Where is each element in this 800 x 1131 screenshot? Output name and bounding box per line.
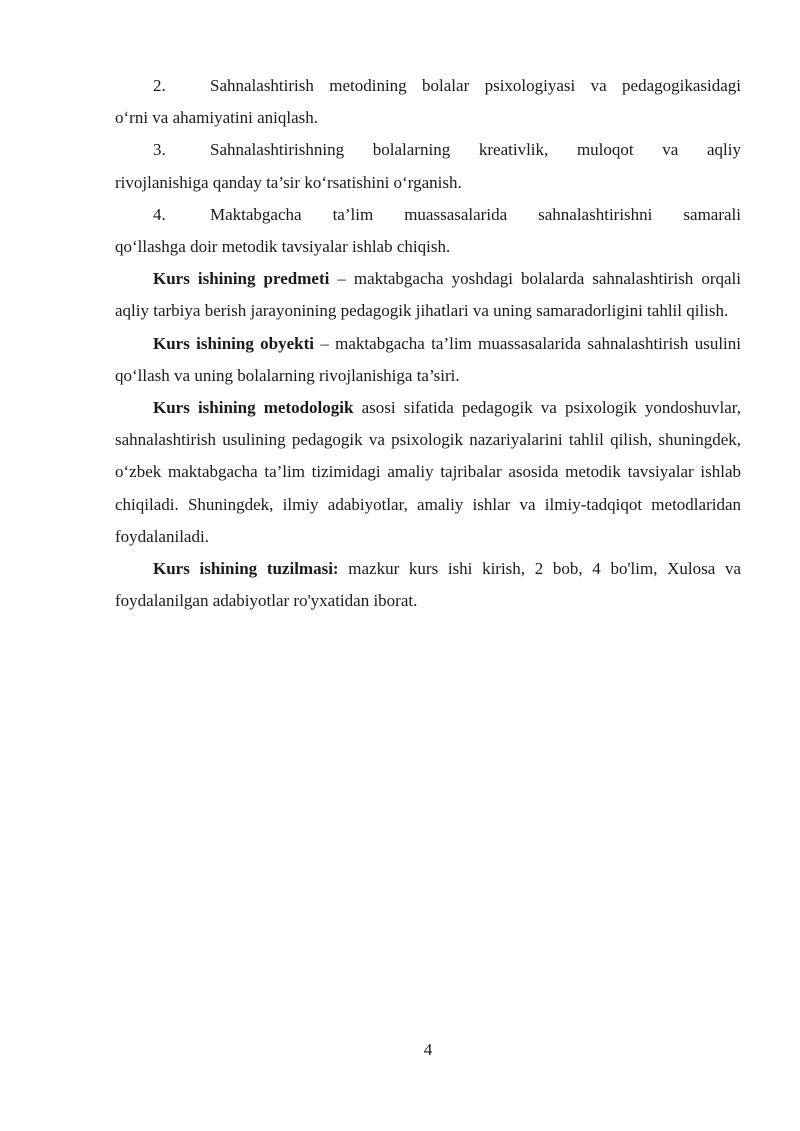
list-item-text: Sahnalashtirishning bolalarning kreativlik, muloqot va aqliy [210,140,741,160]
paragraph-text: asosi sifatida pedagogik va psixologik yondoshuvlar, sahnalashtirish usulining pedagogik va psixologik nazariyalarini tahlil qilish, shuningdek, o‘zbek maktabgacha ta’lim tizimidagi amaliy tajribalar asosida metodik tavsiyalar ishlab chiqiladi. Shuningdek, ilmiy adabiyotlar, amaliy ishlar va ilmiy-tadqiqot metodlaridan foydalaniladi. [115,398,742,546]
list-item-first-line [115,70,741,102]
paragraph-subject [115,263,741,327]
list-item-continuation: rivojlanishiga qanday ta’sir ko‘rsatishini o‘rganish. [115,172,462,192]
list-item-first-line [115,134,741,166]
list-item-number: 2. [153,76,166,95]
list-item-continuation: o‘rni va ahamiyatini aniqlash. [115,108,318,128]
paragraph-text: – maktabgacha ta’lim muassasalarida sahnalashtirish usulini qo‘llash va uning bolalarning rivojlanishiga ta’siri. [115,333,742,385]
paragraph-lead: Kurs ishining metodologik [153,398,354,418]
paragraph-structure [115,553,741,617]
paragraph-lead: Kurs ishining obyekti [153,333,314,353]
list-item-number: 4. [153,204,166,224]
document-page [115,70,741,617]
list-item-continuation: qo‘llashga doir metodik tavsiyalar ishlab chiqish. [115,237,451,257]
list-item-number: 3. [153,140,166,160]
paragraph-object [115,328,741,392]
list-item-text: Maktabgacha ta’lim muassasalarida sahnalashtirishni samarali [210,204,741,224]
paragraph-lead: Kurs ishining predmeti [153,269,330,289]
list-item-text: Sahnalashtirish metodining bolalar psixologiyasi va pedagogikasidagi [210,76,741,95]
paragraph-methodology [115,392,741,553]
list-item-first-line [115,199,741,231]
paragraph-text: mazkur kurs ishi kirish, 2 bob, 4 bo'lim, Xulosa va foydalanilgan adabiyotlar ro'yxatidan iborat. [115,559,741,611]
list-item [115,134,741,198]
paragraph-lead: Kurs ishining tuzilmasi: [153,559,339,579]
page-number: 4 [423,1040,433,1059]
list-item [115,199,741,263]
paragraph-text: – maktabgacha yoshdagi bolalarda sahnalashtirish orqali aqliy tarbiya berish jarayonining pedagogik jihatlari va uning samaradorligini tahlil qilish. [115,269,741,321]
list-item [115,70,741,134]
